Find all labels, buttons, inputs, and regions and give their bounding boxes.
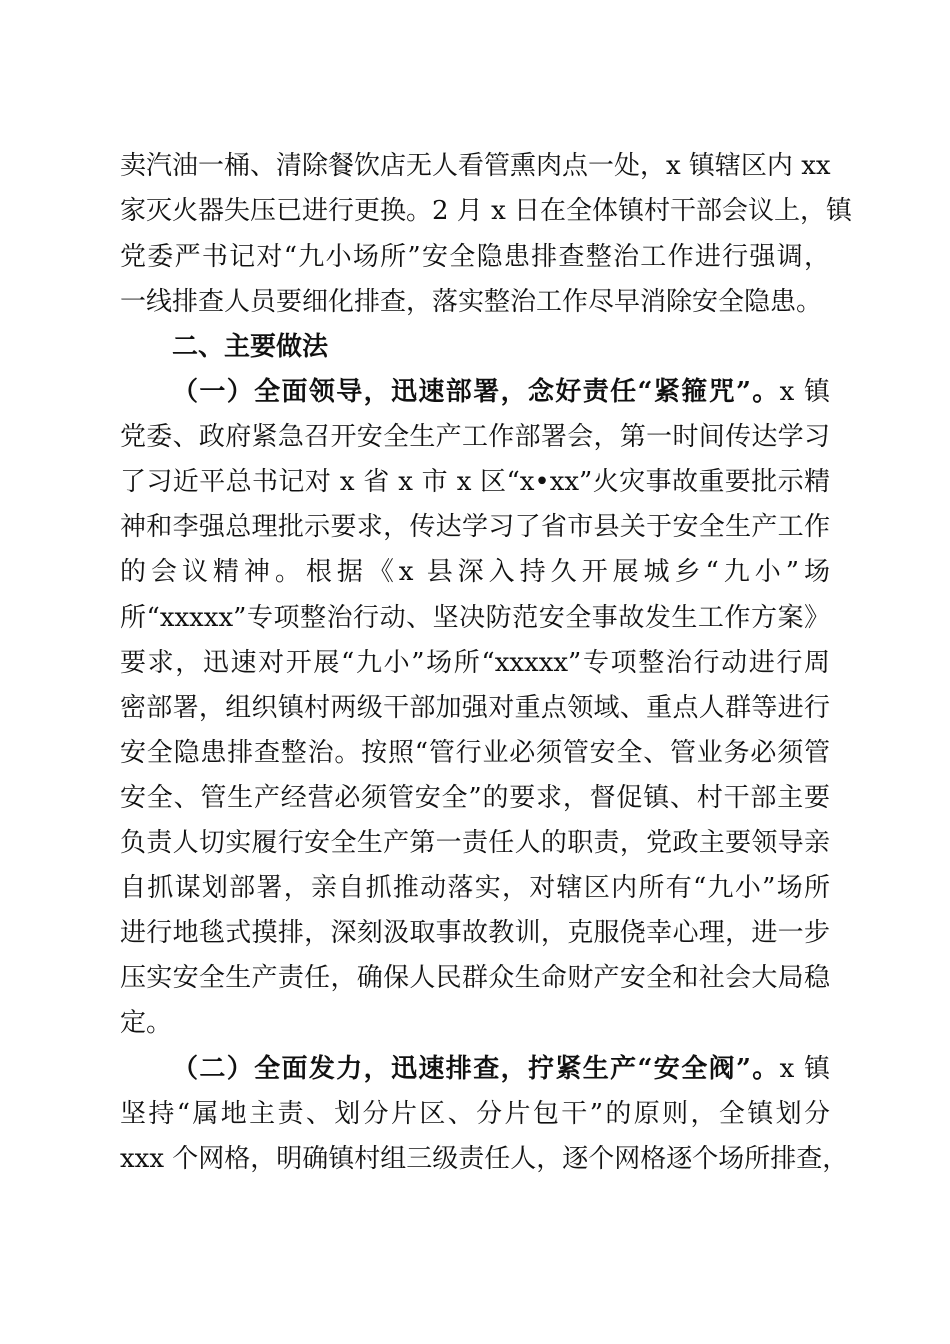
body-text-line: 坚持“属地主责、划分片区、分片包干”的原则，全镇划分 [120,1099,830,1129]
body-text-run: x 镇 [779,1054,830,1084]
subsection-heading: （二）全面发力，迅速排查，拧紧生产“安全阀”。 [172,1054,780,1084]
body-text-line: 要求，迅速对开展“九小”场所“xxxxx”专项整治行动进行周 [120,648,830,678]
body-text-line: 所“xxxxx”专项整治行动、坚决防范安全事故发生工作方案》 [120,603,830,633]
subsection-lead-line [172,1051,830,1087]
body-text-line: 负责人切实履行安全生产第一责任人的职责，党政主要领导亲 [120,828,830,858]
body-text-line: 了习近平总书记对 x 省 x 市 x 区“x•xx”火灾事故重要批示精 [120,467,830,497]
subsection-heading: （一）全面领导，迅速部署，念好责任“紧箍咒”。 [172,377,780,407]
body-text-line: 党委、政府紧急召开安全生产工作部署会，第一时间传达学习 [120,422,830,452]
body-text-line: xxx 个网格，明确镇村组三级责任人，逐个网格逐个场所排查， [120,1144,849,1174]
body-text-line: 卖汽油一桶、清除餐饮店无人看管熏肉点一处，x 镇辖区内 xx [120,151,831,181]
body-text-line: 神和李强总理批示要求，传达学习了省市县关于安全生产工作 [120,512,830,542]
body-text-line: 党委严书记对“九小场所”安全隐患排查整治工作进行强调， [120,242,830,272]
body-text-line: 自抓谋划部署，亲自抓推动落实，对辖区内所有“九小”场所 [120,873,830,903]
body-text-run: x 镇 [779,377,830,407]
body-text-line: 压实安全生产责任，确保人民群众生命财产安全和社会大局稳 [120,963,830,993]
body-text-line: 安全隐患排查整治。按照“管行业必须管安全、管业务必须管 [120,738,830,768]
body-text-line: 一线排查人员要细化排查，落实整治工作尽早消除安全隐患。 [120,287,823,317]
body-text-line: 进行地毯式摸排，深刻汲取事故教训，克服侥幸心理，进一步 [120,918,830,948]
body-text-line: 定。 [120,1008,173,1038]
subsection-lead-line [172,374,830,410]
body-text-line: 安全、管生产经营必须管安全”的要求，督促镇、村干部主要 [120,783,830,813]
section-heading: 二、主要做法 [172,332,329,362]
body-text-line: 的会议精神。根据《x 县深入持久开展城乡“九小”场 [120,557,830,587]
body-text-line: 密部署，组织镇村两级干部加强对重点领域、重点人群等进行 [120,693,830,723]
body-text-line: 家灭火器失压已进行更换。2 月 x 日在全体镇村干部会议上，镇 [120,196,852,226]
